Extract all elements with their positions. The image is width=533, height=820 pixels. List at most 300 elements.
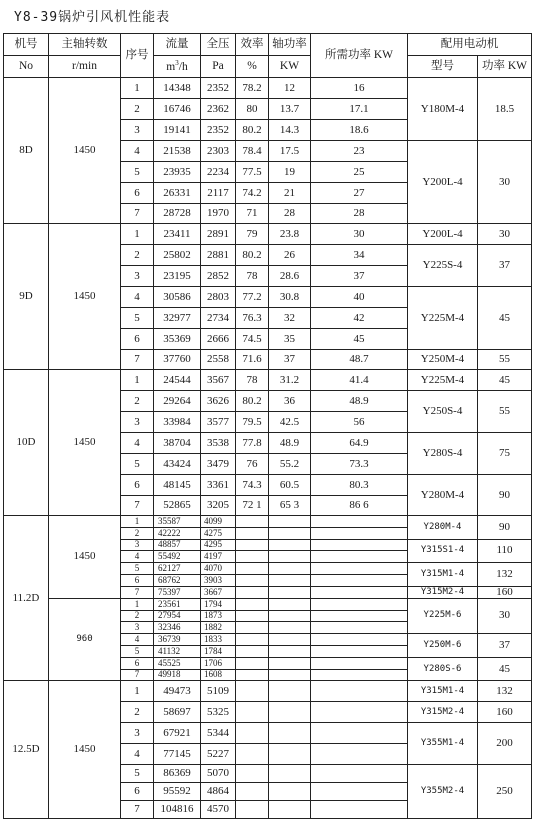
required-power-cell	[311, 516, 408, 528]
efficiency-cell	[236, 645, 269, 657]
shaft-power-cell: 19	[269, 162, 311, 183]
motor-type-cell: Y315M1-4	[408, 563, 478, 587]
required-power-cell: 27	[311, 183, 408, 204]
pressure-cell: 2734	[201, 308, 236, 329]
pressure-cell: 1833	[201, 634, 236, 646]
seq-cell: 4	[121, 287, 154, 308]
efficiency-cell: 76	[236, 454, 269, 475]
motor-type-cell: Y250M-6	[408, 634, 478, 658]
motor-power-cell: 110	[478, 539, 532, 563]
table-row	[4, 516, 532, 528]
flow-cell: 36739	[154, 634, 201, 646]
shaft-power-cell	[269, 574, 311, 586]
pressure-cell: 4295	[201, 539, 236, 551]
seq-cell: 2	[121, 527, 154, 539]
required-power-cell: 41.4	[311, 370, 408, 391]
required-power-cell: 30	[311, 224, 408, 245]
efficiency-cell: 77.8	[236, 433, 269, 454]
seq-cell: 6	[121, 475, 154, 496]
motor-type-cell: Y250M-4	[408, 350, 478, 370]
header-required-power: 所需功率 KW	[311, 34, 408, 78]
shaft-power-cell	[269, 681, 311, 702]
motor-type-cell: Y315M1-4	[408, 681, 478, 702]
shaft-power-cell	[269, 765, 311, 783]
required-power-cell: 42	[311, 308, 408, 329]
header-flow: 流量	[154, 34, 201, 56]
pressure-cell: 5070	[201, 765, 236, 783]
performance-table	[3, 33, 532, 819]
seq-cell: 1	[121, 224, 154, 245]
seq-cell: 5	[121, 308, 154, 329]
motor-power-cell: 160	[478, 586, 532, 598]
required-power-cell: 86 6	[311, 496, 408, 516]
seq-cell: 5	[121, 563, 154, 575]
efficiency-cell	[236, 598, 269, 610]
pressure-cell: 1882	[201, 622, 236, 634]
flow-cell: 35587	[154, 516, 201, 528]
efficiency-cell: 76.3	[236, 308, 269, 329]
shaft-power-cell: 17.5	[269, 141, 311, 162]
required-power-cell: 25	[311, 162, 408, 183]
shaft-power-cell	[269, 539, 311, 551]
flow-cell: 19141	[154, 120, 201, 141]
efficiency-cell	[236, 702, 269, 723]
header-pressure: 全压	[201, 34, 236, 56]
flow-cell: 23935	[154, 162, 201, 183]
required-power-cell	[311, 783, 408, 801]
seq-cell: 4	[121, 141, 154, 162]
flow-cell: 43424	[154, 454, 201, 475]
required-power-cell	[311, 586, 408, 598]
required-power-cell	[311, 634, 408, 646]
motor-power-cell: 30	[478, 598, 532, 633]
pressure-cell: 2362	[201, 99, 236, 120]
efficiency-cell	[236, 783, 269, 801]
required-power-cell: 18.6	[311, 120, 408, 141]
flow-cell: 37760	[154, 350, 201, 370]
seq-cell: 3	[121, 723, 154, 744]
required-power-cell	[311, 551, 408, 563]
model-cell: 12.5D	[4, 681, 49, 819]
seq-cell: 3	[121, 539, 154, 551]
shaft-power-cell	[269, 744, 311, 765]
motor-power-cell: 90	[478, 516, 532, 540]
shaft-power-cell: 32	[269, 308, 311, 329]
efficiency-cell: 74.3	[236, 475, 269, 496]
shaft-power-cell: 31.2	[269, 370, 311, 391]
efficiency-cell	[236, 765, 269, 783]
required-power-cell: 23	[311, 141, 408, 162]
seq-cell: 5	[121, 162, 154, 183]
flow-cell: 27954	[154, 610, 201, 622]
required-power-cell: 37	[311, 266, 408, 287]
motor-type-cell: Y180M-4	[408, 78, 478, 141]
flow-cell: 49918	[154, 669, 201, 681]
table-row	[4, 598, 532, 610]
header-motor: 配用电动机	[408, 34, 532, 56]
motor-power-cell: 55	[478, 350, 532, 370]
model-cell: 11.2D	[4, 516, 49, 681]
efficiency-cell: 77.2	[236, 287, 269, 308]
required-power-cell	[311, 765, 408, 783]
motor-type-cell: Y250S-4	[408, 391, 478, 433]
required-power-cell	[311, 610, 408, 622]
pressure-cell: 1873	[201, 610, 236, 622]
shaft-power-cell	[269, 634, 311, 646]
pressure-cell: 1706	[201, 657, 236, 669]
shaft-power-cell: 36	[269, 391, 311, 412]
pressure-cell: 2881	[201, 245, 236, 266]
required-power-cell	[311, 702, 408, 723]
efficiency-cell: 80.2	[236, 120, 269, 141]
motor-power-cell: 132	[478, 681, 532, 702]
seq-cell: 2	[121, 610, 154, 622]
shaft-power-cell: 28.6	[269, 266, 311, 287]
shaft-power-cell: 65 3	[269, 496, 311, 516]
table-row	[4, 370, 532, 391]
pressure-cell: 3479	[201, 454, 236, 475]
efficiency-cell	[236, 610, 269, 622]
seq-cell: 2	[121, 99, 154, 120]
required-power-cell: 80.3	[311, 475, 408, 496]
seq-cell: 5	[121, 454, 154, 475]
seq-cell: 7	[121, 669, 154, 681]
efficiency-cell: 80.2	[236, 245, 269, 266]
pressure-cell: 2852	[201, 266, 236, 287]
header-model: 机号	[4, 34, 49, 56]
pressure-cell: 3538	[201, 433, 236, 454]
flow-cell: 28728	[154, 204, 201, 224]
shaft-power-cell	[269, 723, 311, 744]
motor-type-cell: Y355M1-4	[408, 723, 478, 765]
shaft-power-cell	[269, 551, 311, 563]
required-power-cell: 48.9	[311, 391, 408, 412]
flow-cell: 30586	[154, 287, 201, 308]
required-power-cell: 28	[311, 204, 408, 224]
shaft-power-cell	[269, 783, 311, 801]
required-power-cell: 40	[311, 287, 408, 308]
pressure-cell: 5227	[201, 744, 236, 765]
pressure-cell: 4070	[201, 563, 236, 575]
seq-cell: 7	[121, 496, 154, 516]
motor-power-cell: 37	[478, 634, 532, 658]
motor-type-cell: Y280M-4	[408, 475, 478, 516]
shaft-power-cell: 26	[269, 245, 311, 266]
flow-cell: 42222	[154, 527, 201, 539]
motor-power-cell: 18.5	[478, 78, 532, 141]
efficiency-cell	[236, 539, 269, 551]
speed-cell: 1450	[49, 78, 121, 224]
pressure-cell: 3205	[201, 496, 236, 516]
efficiency-cell: 71.6	[236, 350, 269, 370]
seq-cell: 1	[121, 516, 154, 528]
seq-cell: 2	[121, 391, 154, 412]
efficiency-cell: 78.2	[236, 78, 269, 99]
shaft-power-cell	[269, 657, 311, 669]
seq-cell: 5	[121, 645, 154, 657]
flow-cell: 45525	[154, 657, 201, 669]
pressure-cell: 2891	[201, 224, 236, 245]
pressure-cell: 5325	[201, 702, 236, 723]
motor-power-cell: 55	[478, 391, 532, 433]
required-power-cell	[311, 681, 408, 702]
header-row-2	[4, 56, 532, 78]
shaft-power-cell	[269, 801, 311, 819]
speed-cell: 1450	[49, 224, 121, 370]
header-model-en: No	[4, 56, 49, 78]
required-power-cell	[311, 622, 408, 634]
required-power-cell	[311, 598, 408, 610]
flow-cell: 104816	[154, 801, 201, 819]
seq-cell: 1	[121, 598, 154, 610]
pressure-cell: 5109	[201, 681, 236, 702]
motor-type-cell: Y225M-6	[408, 598, 478, 633]
shaft-power-cell: 23.8	[269, 224, 311, 245]
seq-cell: 4	[121, 744, 154, 765]
seq-cell: 3	[121, 412, 154, 433]
flow-cell: 86369	[154, 765, 201, 783]
seq-cell: 3	[121, 120, 154, 141]
flow-cell: 77145	[154, 744, 201, 765]
pressure-cell: 4099	[201, 516, 236, 528]
efficiency-cell: 72 1	[236, 496, 269, 516]
flow-cell: 25802	[154, 245, 201, 266]
required-power-cell	[311, 527, 408, 539]
flow-cell: 14348	[154, 78, 201, 99]
required-power-cell	[311, 657, 408, 669]
required-power-cell	[311, 645, 408, 657]
motor-power-cell: 250	[478, 765, 532, 819]
model-cell: 8D	[4, 78, 49, 224]
shaft-power-cell	[269, 586, 311, 598]
required-power-cell	[311, 539, 408, 551]
flow-cell: 67921	[154, 723, 201, 744]
pressure-cell: 3626	[201, 391, 236, 412]
efficiency-cell: 79.5	[236, 412, 269, 433]
efficiency-cell: 80.2	[236, 391, 269, 412]
shaft-power-cell	[269, 622, 311, 634]
table-row	[4, 681, 532, 702]
motor-type-cell: Y280S-4	[408, 433, 478, 475]
motor-power-cell: 37	[478, 245, 532, 287]
pressure-cell: 4275	[201, 527, 236, 539]
motor-type-cell: Y225S-4	[408, 245, 478, 287]
efficiency-cell: 74.2	[236, 183, 269, 204]
header-flow-unit: $m^3/h$	[154, 56, 201, 78]
flow-cell: 29264	[154, 391, 201, 412]
motor-type-cell: Y315M2-4	[408, 586, 478, 598]
header-motor-type: 型号	[408, 56, 478, 78]
model-cell: 9D	[4, 224, 49, 370]
shaft-power-cell	[269, 598, 311, 610]
pressure-cell: 3577	[201, 412, 236, 433]
header-shaft-power: 轴功率	[269, 34, 311, 56]
motor-power-cell: 30	[478, 224, 532, 245]
efficiency-cell: 77.5	[236, 162, 269, 183]
flow-cell: 26331	[154, 183, 201, 204]
motor-type-cell: Y200L-4	[408, 224, 478, 245]
efficiency-cell	[236, 723, 269, 744]
flow-cell: 23561	[154, 598, 201, 610]
efficiency-cell	[236, 681, 269, 702]
flow-cell: 41132	[154, 645, 201, 657]
seq-cell: 1	[121, 78, 154, 99]
seq-cell: 1	[121, 681, 154, 702]
seq-cell: 4	[121, 433, 154, 454]
motor-power-cell: 132	[478, 563, 532, 587]
motor-power-cell: 200	[478, 723, 532, 765]
flow-cell: 95592	[154, 783, 201, 801]
model-cell: 10D	[4, 370, 49, 516]
pressure-cell: 2117	[201, 183, 236, 204]
pressure-cell: 2558	[201, 350, 236, 370]
shaft-power-cell: 21	[269, 183, 311, 204]
efficiency-cell: 71	[236, 204, 269, 224]
seq-cell: 3	[121, 622, 154, 634]
page-title: Y8-39锅炉引风机性能表	[14, 10, 171, 25]
pressure-cell: 3567	[201, 370, 236, 391]
efficiency-cell: 74.5	[236, 329, 269, 350]
required-power-cell: 56	[311, 412, 408, 433]
header-row-1	[4, 34, 532, 56]
motor-power-cell: 45	[478, 370, 532, 391]
pressure-cell: 3667	[201, 586, 236, 598]
shaft-power-cell: 35	[269, 329, 311, 350]
shaft-power-cell	[269, 669, 311, 681]
flow-cell: 32977	[154, 308, 201, 329]
efficiency-cell	[236, 527, 269, 539]
table-row	[4, 224, 532, 245]
required-power-cell: 64.9	[311, 433, 408, 454]
speed-cell: 960	[49, 598, 121, 681]
flow-cell: 49473	[154, 681, 201, 702]
flow-cell: 35369	[154, 329, 201, 350]
seq-cell: 5	[121, 765, 154, 783]
efficiency-cell	[236, 669, 269, 681]
flow-cell: 16746	[154, 99, 201, 120]
shaft-power-cell: 13.7	[269, 99, 311, 120]
header-efficiency-unit: %	[236, 56, 269, 78]
seq-cell: 7	[121, 801, 154, 819]
seq-cell: 6	[121, 183, 154, 204]
motor-type-cell: Y225M-4	[408, 370, 478, 391]
efficiency-cell	[236, 586, 269, 598]
seq-cell: 7	[121, 204, 154, 224]
seq-cell: 4	[121, 551, 154, 563]
header-speed: 主轴转数	[49, 34, 121, 56]
efficiency-cell	[236, 551, 269, 563]
efficiency-cell	[236, 516, 269, 528]
header-efficiency: 效率	[236, 34, 269, 56]
motor-type-cell: Y315M2-4	[408, 702, 478, 723]
pressure-cell: 4570	[201, 801, 236, 819]
shaft-power-cell: 28	[269, 204, 311, 224]
flow-cell: 32346	[154, 622, 201, 634]
shaft-power-cell: 55.2	[269, 454, 311, 475]
header-shaft-power-unit: KW	[269, 56, 311, 78]
pressure-cell: 2352	[201, 78, 236, 99]
table-row	[4, 78, 532, 99]
pressure-cell: 1784	[201, 645, 236, 657]
motor-power-cell: 45	[478, 657, 532, 681]
pressure-cell: 2666	[201, 329, 236, 350]
shaft-power-cell	[269, 702, 311, 723]
motor-power-cell: 75	[478, 433, 532, 475]
motor-power-cell: 45	[478, 287, 532, 350]
efficiency-cell: 78	[236, 370, 269, 391]
flow-cell: 62127	[154, 563, 201, 575]
seq-cell: 7	[121, 350, 154, 370]
required-power-cell	[311, 574, 408, 586]
shaft-power-cell	[269, 527, 311, 539]
efficiency-cell: 79	[236, 224, 269, 245]
motor-type-cell: Y200L-4	[408, 141, 478, 224]
flow-cell: 33984	[154, 412, 201, 433]
shaft-power-cell: 14.3	[269, 120, 311, 141]
required-power-cell: 45	[311, 329, 408, 350]
shaft-power-cell	[269, 563, 311, 575]
pressure-cell: 3903	[201, 574, 236, 586]
motor-type-cell: Y315S1-4	[408, 539, 478, 563]
shaft-power-cell: 12	[269, 78, 311, 99]
header-pressure-unit: Pa	[201, 56, 236, 78]
required-power-cell	[311, 563, 408, 575]
pressure-cell: 2303	[201, 141, 236, 162]
efficiency-cell: 80	[236, 99, 269, 120]
motor-type-cell: Y225M-4	[408, 287, 478, 350]
efficiency-cell	[236, 563, 269, 575]
flow-cell: 55492	[154, 551, 201, 563]
required-power-cell	[311, 669, 408, 681]
shaft-power-cell	[269, 610, 311, 622]
motor-type-cell: Y280M-4	[408, 516, 478, 540]
motor-type-cell: Y355M2-4	[408, 765, 478, 819]
flow-cell: 23195	[154, 266, 201, 287]
seq-cell: 3	[121, 266, 154, 287]
shaft-power-cell: 37	[269, 350, 311, 370]
required-power-cell	[311, 801, 408, 819]
required-power-cell: 17.1	[311, 99, 408, 120]
speed-cell: 1450	[49, 681, 121, 819]
flow-cell: 48145	[154, 475, 201, 496]
flow-cell: 68762	[154, 574, 201, 586]
efficiency-cell	[236, 622, 269, 634]
speed-cell: 1450	[49, 516, 121, 599]
motor-power-cell: 90	[478, 475, 532, 516]
shaft-power-cell: 48.9	[269, 433, 311, 454]
flow-cell: 75397	[154, 586, 201, 598]
flow-cell: 38704	[154, 433, 201, 454]
efficiency-cell	[236, 801, 269, 819]
pressure-cell: 2234	[201, 162, 236, 183]
pressure-cell: 3361	[201, 475, 236, 496]
efficiency-cell: 78.4	[236, 141, 269, 162]
seq-cell: 4	[121, 634, 154, 646]
required-power-cell	[311, 723, 408, 744]
pressure-cell: 2803	[201, 287, 236, 308]
efficiency-cell	[236, 574, 269, 586]
header-seq: 序号	[121, 34, 154, 78]
required-power-cell: 16	[311, 78, 408, 99]
seq-cell: 6	[121, 783, 154, 801]
shaft-power-cell: 60.5	[269, 475, 311, 496]
motor-power-cell: 30	[478, 141, 532, 224]
shaft-power-cell	[269, 516, 311, 528]
flow-cell: 58697	[154, 702, 201, 723]
flow-cell: 23411	[154, 224, 201, 245]
pressure-cell: 1608	[201, 669, 236, 681]
motor-type-cell: Y280S-6	[408, 657, 478, 681]
